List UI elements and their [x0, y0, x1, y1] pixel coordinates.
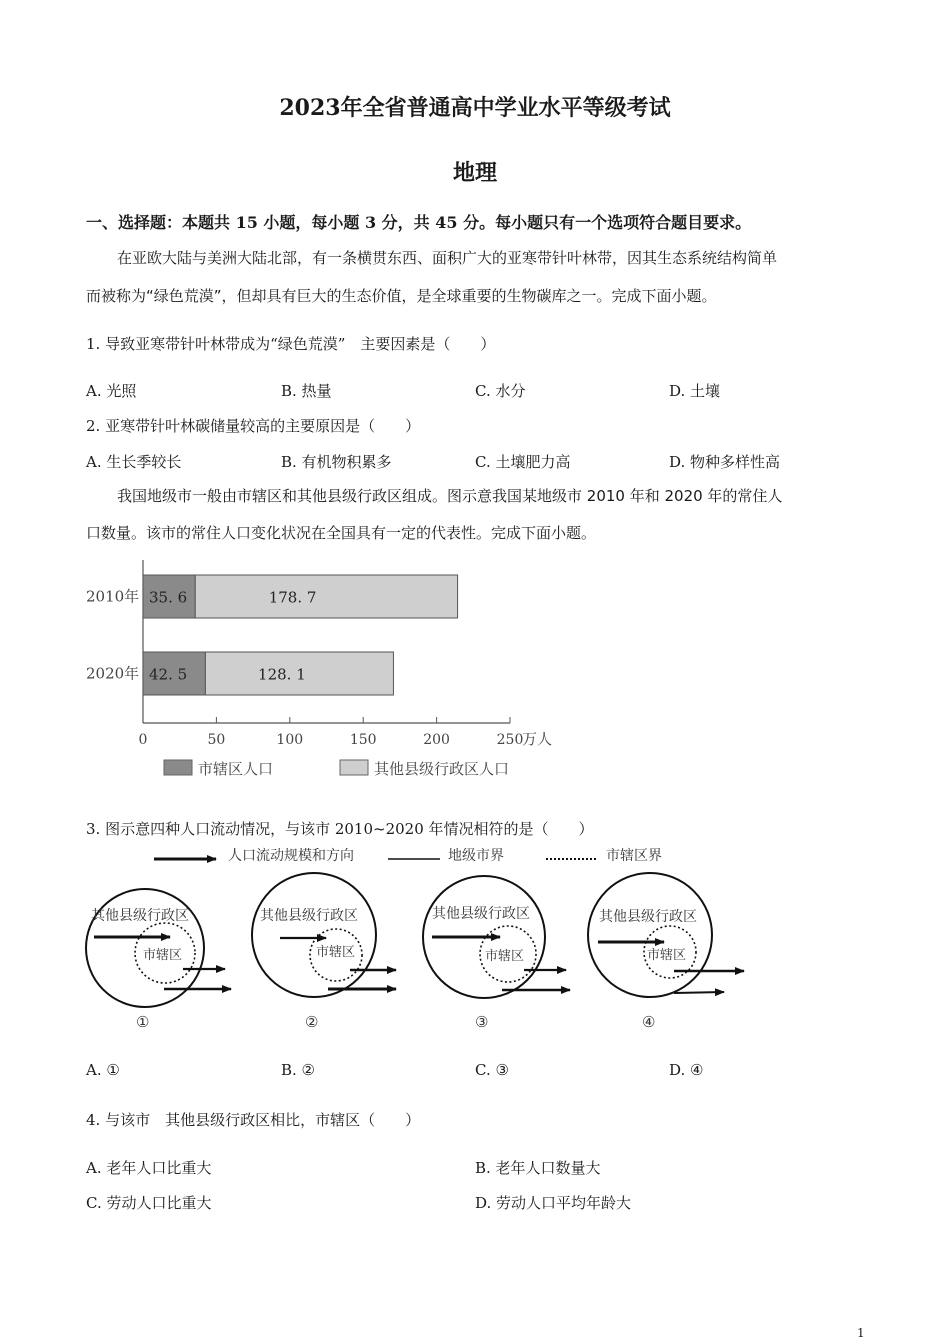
x-tick-label: 250 [496, 732, 524, 748]
bar-value-label: 128. 1 [258, 665, 306, 684]
question-3-stem: 3. 图示意四种人口流动情况，与该市 2010~2020 年情况相符的是（ ） [86, 820, 594, 838]
diagram-2 [252, 873, 396, 1031]
outer-region-label: 其他县级行政区 [91, 908, 189, 924]
outer-region-label: 其他县级行政区 [260, 908, 358, 924]
passage2-line2: 口数量。该市的常住人口变化状况在全国具有一定的代表性。完成下面小题。 [86, 524, 597, 542]
q2-option-b[interactable]: B. 有机物积累多 [281, 453, 392, 471]
q1-option-d[interactable]: D. 土壤 [669, 382, 721, 400]
x-tick-label: 50 [207, 732, 226, 748]
q4-option-c[interactable]: C. 劳动人口比重大 [86, 1194, 212, 1212]
inner-region-label: 市辖区 [143, 948, 183, 963]
subject-title: 地理 [452, 160, 497, 186]
x-tick-label: 200 [423, 732, 450, 748]
legend-label: 市辖区人口 [198, 760, 274, 778]
diagram-number: ② [305, 1013, 319, 1031]
legend-solid-label: 地级市界 [448, 848, 504, 864]
q3-option-a[interactable]: A. ① [86, 1061, 120, 1079]
bar-segment [195, 575, 457, 618]
bar-value-label: 35. 6 [149, 588, 188, 607]
inner-region-label: 市辖区 [647, 948, 687, 963]
q3-option-d[interactable]: D. ④ [669, 1061, 704, 1079]
legend-arrow-label: 人口流动规模和方向 [228, 848, 354, 864]
q2-option-a[interactable]: A. 生长季较长 [86, 453, 182, 471]
outer-region-label: 其他县级行政区 [432, 906, 530, 922]
diagram-3 [423, 876, 570, 1031]
inner-region-label: 市辖区 [316, 945, 356, 960]
x-tick-label: 150 [349, 732, 377, 748]
section-heading: 一、选择题：本题共 15 小题，每小题 3 分，共 45 分。每小题只有一个选项符合题目要求。 [86, 213, 752, 232]
legend-swatch [340, 760, 368, 775]
category-label: 2020年 [86, 664, 140, 683]
passage1-line1: 在亚欧大陆与美洲大陆北部，有一条横贯东西、面积广大的亚寒带针叶林带，因其生态系统结构简单 [117, 249, 778, 267]
passage2-line1: 我国地级市一般由市辖区和其他县级行政区组成。图示意我国某地级市 2010 年和 2020 年的常住人 [117, 487, 783, 505]
question-4-stem: 4. 与该市 其他县级行政区相比，市辖区（ ） [86, 1111, 421, 1129]
passage1-line2: 而被称为“绿色荒漠”，但却具有巨大的生态价值，是全球重要的生物碳库之一。完成下面小题。 [86, 287, 717, 305]
outer-region-label: 其他县级行政区 [599, 909, 697, 925]
bar-value-label: 178. 7 [268, 588, 317, 607]
q3-option-b[interactable]: B. ② [281, 1061, 316, 1079]
x-tick-label: 100 [276, 732, 304, 748]
legend-dotted-label: 市辖区界 [606, 848, 662, 864]
flow-diagram [80, 840, 770, 1040]
question-2-stem: 2. 亚寒带针叶林碳储量较高的主要原因是（ ） [86, 417, 421, 435]
q3-option-c[interactable]: C. ③ [475, 1061, 509, 1079]
question-1-stem: 1. 导致亚寒带针叶林带成为“绿色荒漠” 主要因素是（ ） [86, 335, 496, 353]
bar-value-label: 42. 5 [149, 665, 188, 684]
population-bar-chart [80, 560, 580, 790]
category-label: 2010年 [86, 587, 140, 606]
page-number: 1 [857, 1326, 865, 1340]
exam-title: 2023年全省普通高中学业水平等级考试 [279, 95, 671, 121]
q4-option-d[interactable]: D. 劳动人口平均年龄大 [475, 1194, 632, 1212]
diagram-1 [86, 889, 231, 1031]
legend-label: 其他县级行政区人口 [374, 760, 510, 778]
x-tick-label: 0 [138, 732, 148, 748]
x-unit-label: 万人 [522, 730, 553, 748]
q1-option-c[interactable]: C. 水分 [475, 382, 526, 400]
legend-swatch [164, 760, 192, 775]
diagram-number: ① [136, 1013, 150, 1031]
diagram-number: ③ [475, 1013, 489, 1031]
inner-region-label: 市辖区 [485, 949, 525, 964]
diagram-number: ④ [642, 1013, 656, 1031]
q4-option-a[interactable]: A. 老年人口比重大 [86, 1159, 212, 1177]
q1-option-b[interactable]: B. 热量 [281, 382, 332, 400]
q2-option-c[interactable]: C. 土壤肥力高 [475, 453, 571, 471]
diagram-4 [588, 873, 744, 1031]
q4-option-b[interactable]: B. 老年人口数量大 [475, 1159, 601, 1177]
q1-option-a[interactable]: A. 光照 [86, 382, 137, 400]
q2-option-d[interactable]: D. 物种多样性高 [669, 453, 781, 471]
